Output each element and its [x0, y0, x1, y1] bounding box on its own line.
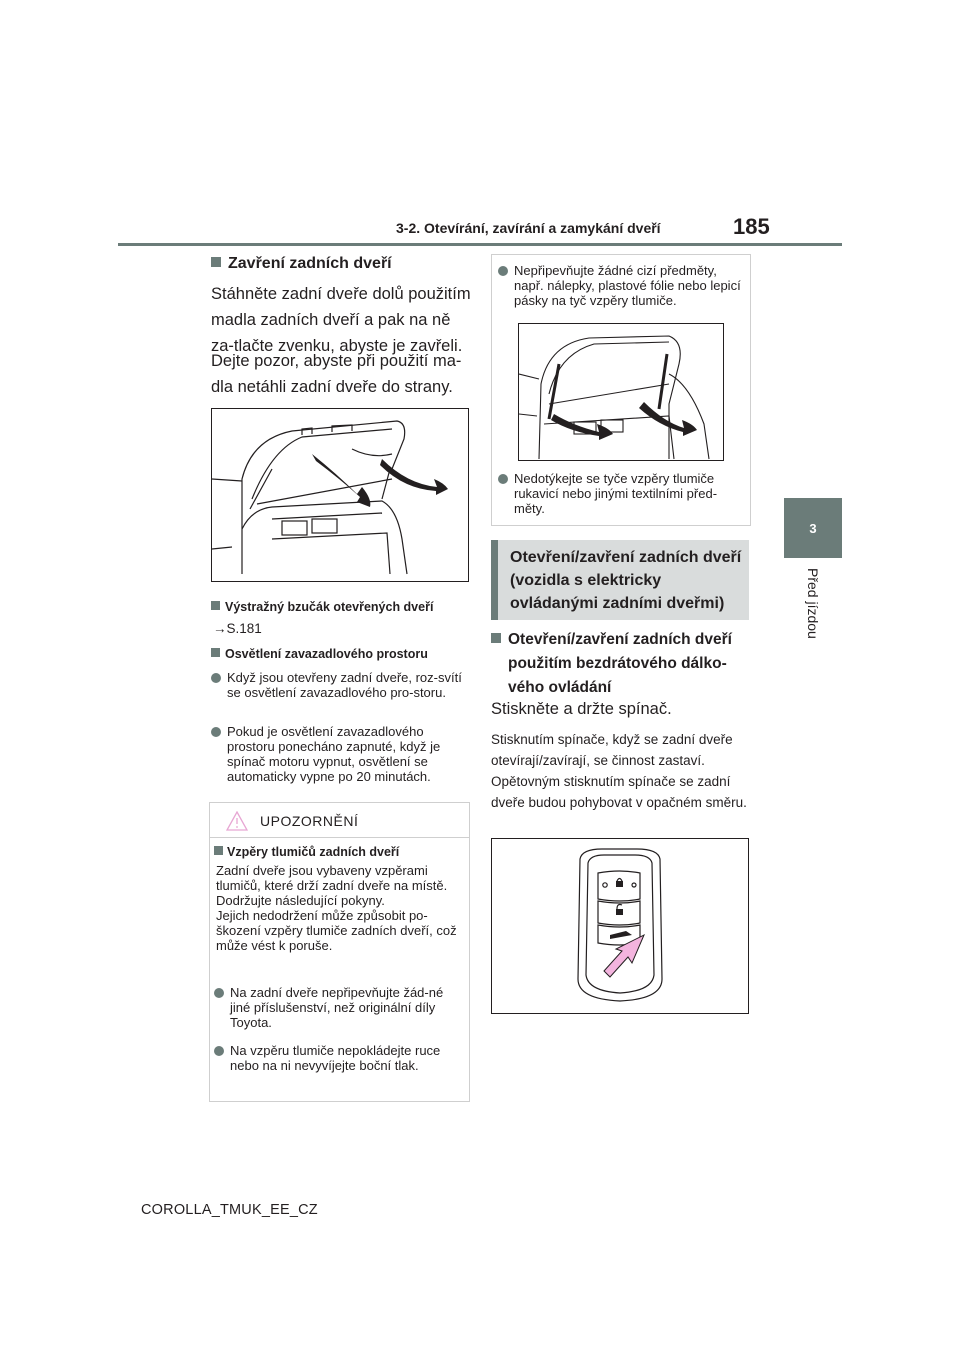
- chapter-label-text: Před jízdou: [805, 568, 821, 639]
- warning-subheading-text: Vzpěry tlumičů zadních dveří: [227, 845, 400, 859]
- list-item-text: Když jsou otevřeny zadní dveře, roz-svítí se osvětlení zavazadlového pro-storu.: [227, 670, 462, 700]
- tailgate-closing-drawing: [212, 409, 468, 581]
- paragraph-press-hold: Stiskněte a držte spínač.: [491, 700, 672, 718]
- square-bullet-icon: [214, 846, 223, 855]
- heading-close-tailgate: [211, 255, 392, 273]
- paragraph-close-instructions: Stáhněte zadní dveře dolů použitím madla zadních dveří a pak na ně za-tlačte zvenku, abyste je zavřeli.: [211, 285, 471, 355]
- warning-title: UPOZORNĚNÍ: [260, 813, 359, 829]
- warning-list-item-text: Na vzpěru tlumiče nepokládejte ruce nebo na ni nevyvíjejte boční tlak.: [230, 1043, 441, 1073]
- bullet-dot-icon: [498, 266, 508, 276]
- subheading-remote-text: [491, 628, 749, 700]
- damper-struts-drawing: [519, 324, 723, 460]
- bullet-dot-icon: [498, 474, 508, 484]
- warning-list-item-text: Na zadní dveře nepřipevňujte žád-né jiné příslušenství, než originální díly Toyota.: [230, 985, 444, 1030]
- header-rule: [118, 243, 842, 246]
- illustration-damper-struts: [518, 323, 724, 461]
- warning-box: [209, 802, 470, 1102]
- paragraph-caution: Dejte pozor, abyste při použití ma-dla netáhli zadní dveře do strany.: [211, 352, 462, 396]
- heading-text: Zavření zadních dveří: [228, 255, 392, 272]
- footer-code: COROLLA_TMUK_EE_CZ: [141, 1202, 318, 1218]
- bullet-dot-icon: [214, 988, 224, 998]
- warning-triangle-icon: [226, 811, 248, 831]
- warning-header: [210, 803, 469, 838]
- illustration-remote-key: [491, 838, 749, 1014]
- running-header-section: 3-2. Otevírání, zavírání a zamykání dveří: [396, 220, 661, 236]
- subheading-trunk-light-text: Osvětlení zavazadlového prostoru: [225, 647, 428, 661]
- subheading-remote: [491, 628, 749, 700]
- subheading-trunk-light: [211, 647, 428, 661]
- reference-link[interactable]: →S.181: [213, 621, 262, 636]
- list-item-text: Pokud je osvětlení zavazadlového prostoru ponecháno zapnuté, když je spínač motoru vypnut, osvětlení se automaticky vypne po 20 minutách.: [227, 724, 441, 784]
- section-heading-text: Otevření/zavření zadních dveří (vozidla s elektricky ovládanými zadními dveřmi): [510, 549, 742, 612]
- subheading-remote-label: Otevření/zavření zadních dveří použitím bezdrátového dálko-vého ovládání: [508, 631, 732, 696]
- illustration-tailgate-closing: [211, 408, 469, 582]
- square-bullet-icon: [491, 633, 501, 643]
- bullet-dot-icon: [214, 1046, 224, 1056]
- note-list-item-text: Nedotýkejte se tyče vzpěry tlumiče rukavicí nebo jinými textilními před-měty.: [514, 471, 718, 516]
- square-bullet-icon: [211, 257, 221, 267]
- warning-subheading: [214, 845, 399, 859]
- page-number: 185: [733, 214, 770, 239]
- bullet-dot-icon: [211, 727, 221, 737]
- chapter-tab: 3: [784, 498, 842, 558]
- section-heading: [491, 540, 749, 620]
- chapter-label: [788, 568, 838, 658]
- note-box: [491, 254, 751, 526]
- remote-key-drawing: [492, 839, 748, 1013]
- square-bullet-icon: [211, 601, 220, 610]
- warning-text: Zadní dveře jsou vybaveny vzpěrami tlumičů, které drží zadní dveře na místě. Dodržujte následující pokyny. Jejich nedodržení může způsobit po-škození vzpěry tlumiče zadních dveří, což může vést k poruše.: [216, 863, 457, 953]
- paragraph-stop-reverse: Stisknutím spínače, když se zadní dveře otevírají/zavírají, se činnost zastaví. Opětovným stisknutím spínače se zadní dveře budou pohybovat v opačném směru.: [491, 732, 747, 810]
- note-list-item-text: Nepřipevňujte žádné cizí předměty, např. nálepky, plastové fólie nebo lepicí pásky na tyč vzpěry tlumiče.: [514, 263, 741, 308]
- subheading-buzzer: [211, 600, 433, 614]
- subheading-buzzer-text: Výstražný bzučák otevřených dveří: [225, 600, 434, 614]
- square-bullet-icon: [211, 648, 220, 657]
- bullet-dot-icon: [211, 673, 221, 683]
